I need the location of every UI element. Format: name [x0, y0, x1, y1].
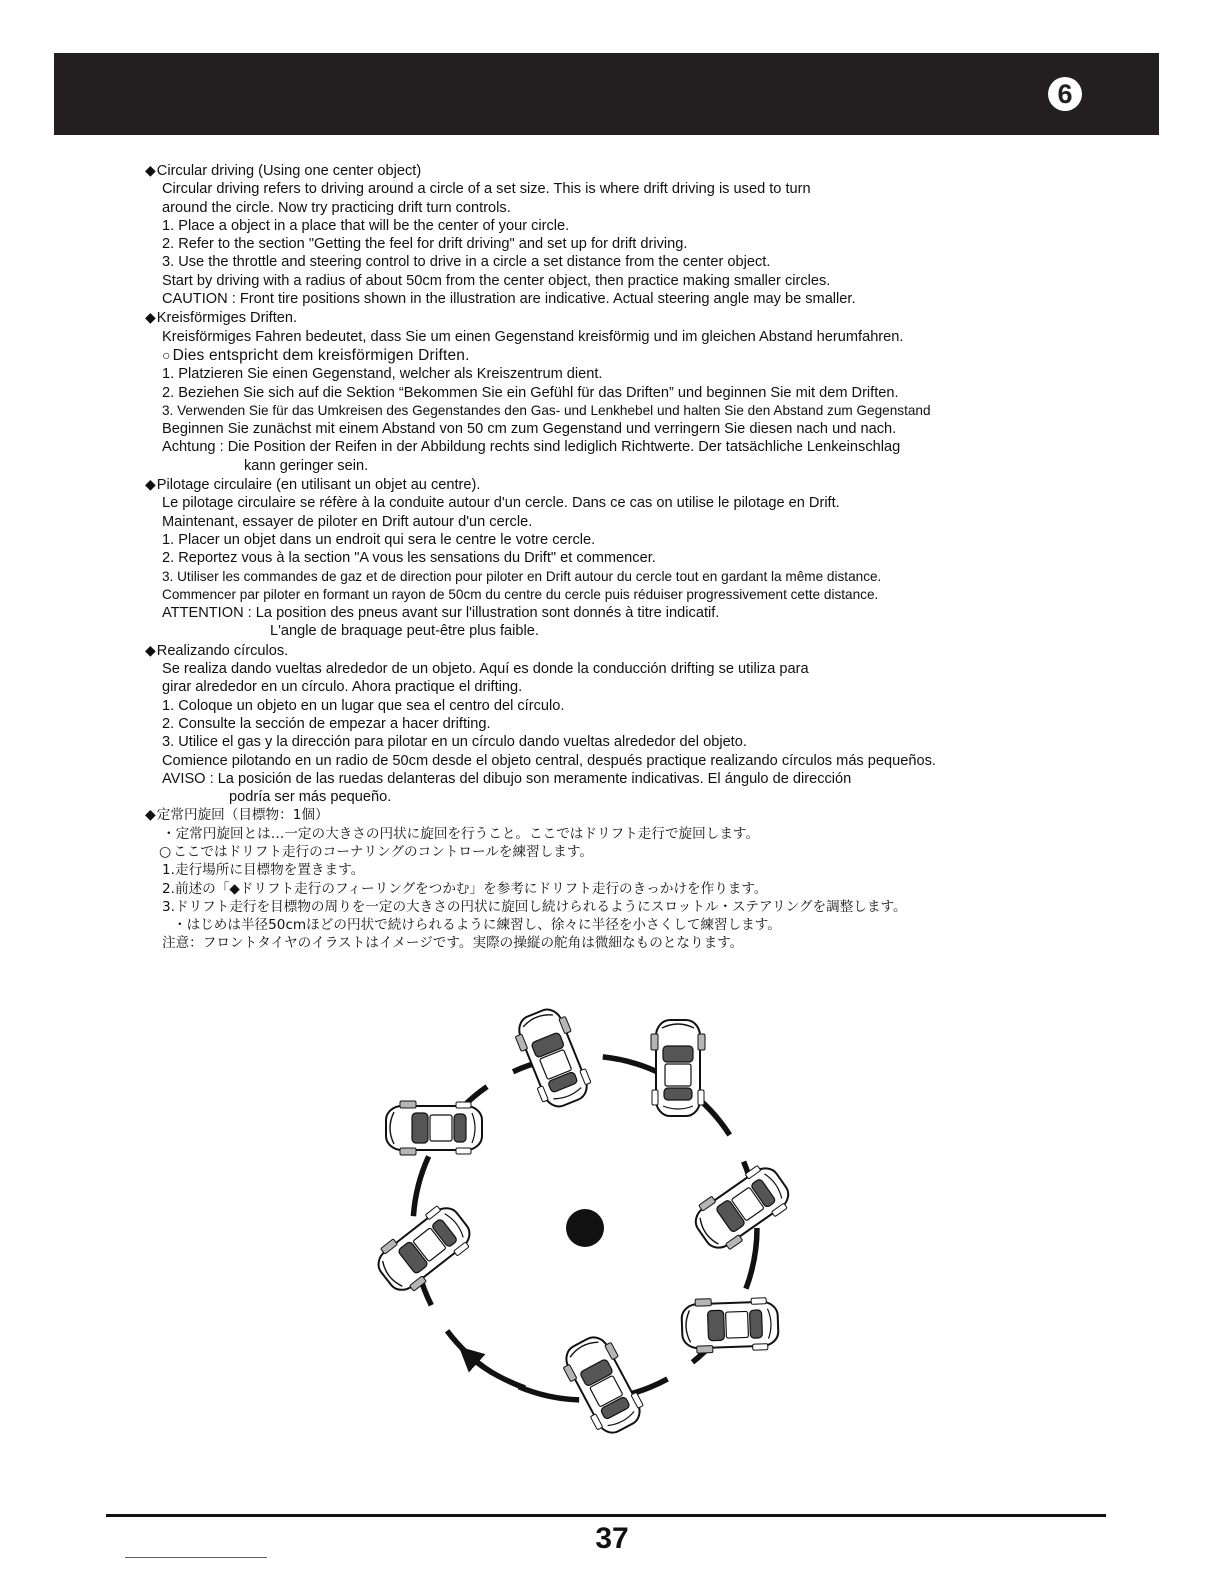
- car-icon: [510, 1003, 596, 1112]
- text-line: Se realiza dando vueltas alrededor de un objeto. Aquí es donde la conducción drifting se utiliza para: [162, 661, 809, 678]
- car-icon: [557, 1330, 650, 1440]
- caution-line: CAUTION : Front tire positions shown in the illustration are indicative. Actual steering angle may be smaller.: [162, 291, 856, 308]
- instruction-text: [145, 161, 1145, 953]
- text-line: 2.前述の「◆ドリフト走行のフィーリングをつかむ」を参考にドリフト走行のきっかけを作ります。: [162, 880, 768, 897]
- caution-line: podría ser más pequeño.: [229, 789, 392, 806]
- text-line: 3. Use the throttle and steering control to drive in a circle a set distance from the center object.: [162, 254, 771, 271]
- caution-line: Achtung : Die Position der Reifen in der Abbildung rechts sind lediglich Richtwerte. Der tatsächliche Lenkeinschlag: [162, 439, 901, 456]
- text-line: 2. Consulte la sección de empezar a hacer drifting.: [162, 715, 491, 732]
- section-title-spanish: ◆Realizando círculos.: [145, 641, 289, 659]
- link-underline: [125, 1557, 267, 1558]
- page-number: 37: [595, 1522, 629, 1555]
- circle-bullet-icon: ○: [159, 843, 172, 860]
- car-icon: [681, 1296, 779, 1353]
- text-line: 3. Utilice el gas y la dirección para pilotar en un círculo dando vueltas alrededor del objeto.: [162, 734, 747, 751]
- circle-bullet-icon: ○: [162, 346, 171, 363]
- text-line: 2. Reportez vous à la section "A vous les sensations du Drift" et commencer.: [162, 550, 656, 567]
- caution-line: kann geringer sein.: [244, 457, 369, 474]
- direction-arrow-icon: [468, 1355, 525, 1388]
- section-title-english: ◆Circular driving (Using one center object): [145, 162, 422, 179]
- text-line: 2. Refer to the section "Getting the feel for drift driving" and set up for drift driving.: [162, 236, 688, 253]
- diamond-bullet-icon: ◆: [145, 641, 156, 658]
- text-line: 3. Verwenden Sie für das Umkreisen des Gegenstandes den Gas- und Lenkhebel und halten Sie den Abstand zum Gegenstand: [162, 402, 931, 418]
- text-line: 1. Coloque un objeto en un lugar que sea el centro del círculo.: [162, 697, 565, 714]
- text-line: ○ ここではドリフト走行のコーナリングのコントロールを練習します。: [159, 843, 593, 860]
- step-number-badge: 6: [1048, 77, 1082, 111]
- text-line: Beginnen Sie zunächst mit einem Abstand von 50 cm zum Gegenstand und verringern Sie diesen nach und nach.: [162, 421, 897, 438]
- diamond-bullet-icon: ◆: [145, 476, 156, 493]
- text-line: ・はじめは半径50cmほどの円状で続けられるように練習し、徐々に半径を小さくして練習します。: [173, 917, 781, 934]
- text-line: 3.ドリフト走行を目標物の周りを一定の大きさの円状に旋回し続けられるようにスロットル・ステアリングを調整します。: [162, 898, 907, 915]
- text-line: ・定常円旋回とは…一定の大きさの円状に旋回を行うこと。ここではドリフト走行で旋回します。: [162, 825, 760, 842]
- text-line: Comience pilotando en un radio de 50cm desde el objeto central, después practique realizando círculos más pequeños.: [162, 752, 936, 769]
- header-bar: [54, 53, 1159, 135]
- center-object: [566, 1209, 604, 1247]
- caution-line: L'angle de braquage peut-être plus faible.: [270, 623, 539, 640]
- text-line: 1.走行場所に目標物を置きます。: [162, 862, 365, 879]
- car-icon: [386, 1101, 482, 1155]
- section-title-japanese: ◆定常円旋回（目標物：1個）: [145, 807, 329, 824]
- text-line: ○ Dies entspricht dem kreisförmigen Driften.: [162, 346, 470, 364]
- circular-drift-diagram: [360, 1000, 820, 1460]
- caution-line: 注意：フロントタイヤのイラストはイメージです。実際の操縦の舵角は微細なものとなります。: [162, 935, 744, 952]
- caution-line: AVISO : La posición de las ruedas delanteras del dibujo son meramente indicativas. El ángulo de dirección: [162, 770, 852, 787]
- car-icon: [687, 1158, 797, 1257]
- diamond-bullet-icon: ◆: [145, 309, 156, 326]
- text-line: 2. Beziehen Sie sich auf die Sektion “Bekommen Sie ein Gefühl für das Driften” und beginnen Sie mit dem Driften.: [162, 384, 899, 401]
- section-title-german: ◆Kreisförmiges Driften.: [145, 309, 298, 327]
- text-line: Maintenant, essayer de piloter en Drift autour d'un cercle.: [162, 513, 533, 530]
- text-line: 3. Utiliser les commandes de gaz et de direction pour piloter en Drift autour du cercle tout en gardant la même distance.: [162, 568, 882, 584]
- text-line: Kreisförmiges Fahren bedeutet, dass Sie um einen Gegenstand kreisförmig und im gleichen Abstand herumfahren.: [162, 328, 904, 345]
- text-line: Circular driving refers to driving around a circle of a set size. This is where drift driving is used to turn: [162, 181, 811, 198]
- car-icon: [651, 1020, 705, 1116]
- section-title-french: ◆Pilotage circulaire (en utilisant un objet au centre).: [145, 476, 481, 494]
- text-line: Le pilotage circulaire se réfère à la conduite autour d'un cercle. Dans ce cas on utilise le pilotage en Drift.: [162, 495, 840, 512]
- text-line: 1. Platzieren Sie einen Gegenstand, welcher als Kreiszentrum dient.: [162, 366, 603, 383]
- text-line: around the circle. Now try practicing drift turn controls.: [162, 199, 511, 216]
- text-line: 1. Placer un objet dans un endroit qui sera le centre le votre cercle.: [162, 531, 596, 548]
- caution-line: ATTENTION : La position des pneus avant sur l'illustration sont donnés à titre indicatif.: [162, 605, 720, 622]
- text-line: girar alrededor en un círculo. Ahora practique el drifting.: [162, 679, 523, 696]
- text-line: Commencer par piloter en formant un rayon de 50cm du centre du cercle puis réduiser progressivement cette distance.: [162, 586, 879, 602]
- diamond-bullet-icon: ◆: [145, 162, 156, 178]
- footer-rule: [106, 1514, 1106, 1517]
- text-line: Start by driving with a radius of about 50cm from the center object, then practice making smaller circles.: [162, 272, 831, 289]
- diamond-bullet-icon: ◆: [145, 807, 156, 824]
- text-line: 1. Place a object in a place that will be the center of your circle.: [162, 217, 570, 234]
